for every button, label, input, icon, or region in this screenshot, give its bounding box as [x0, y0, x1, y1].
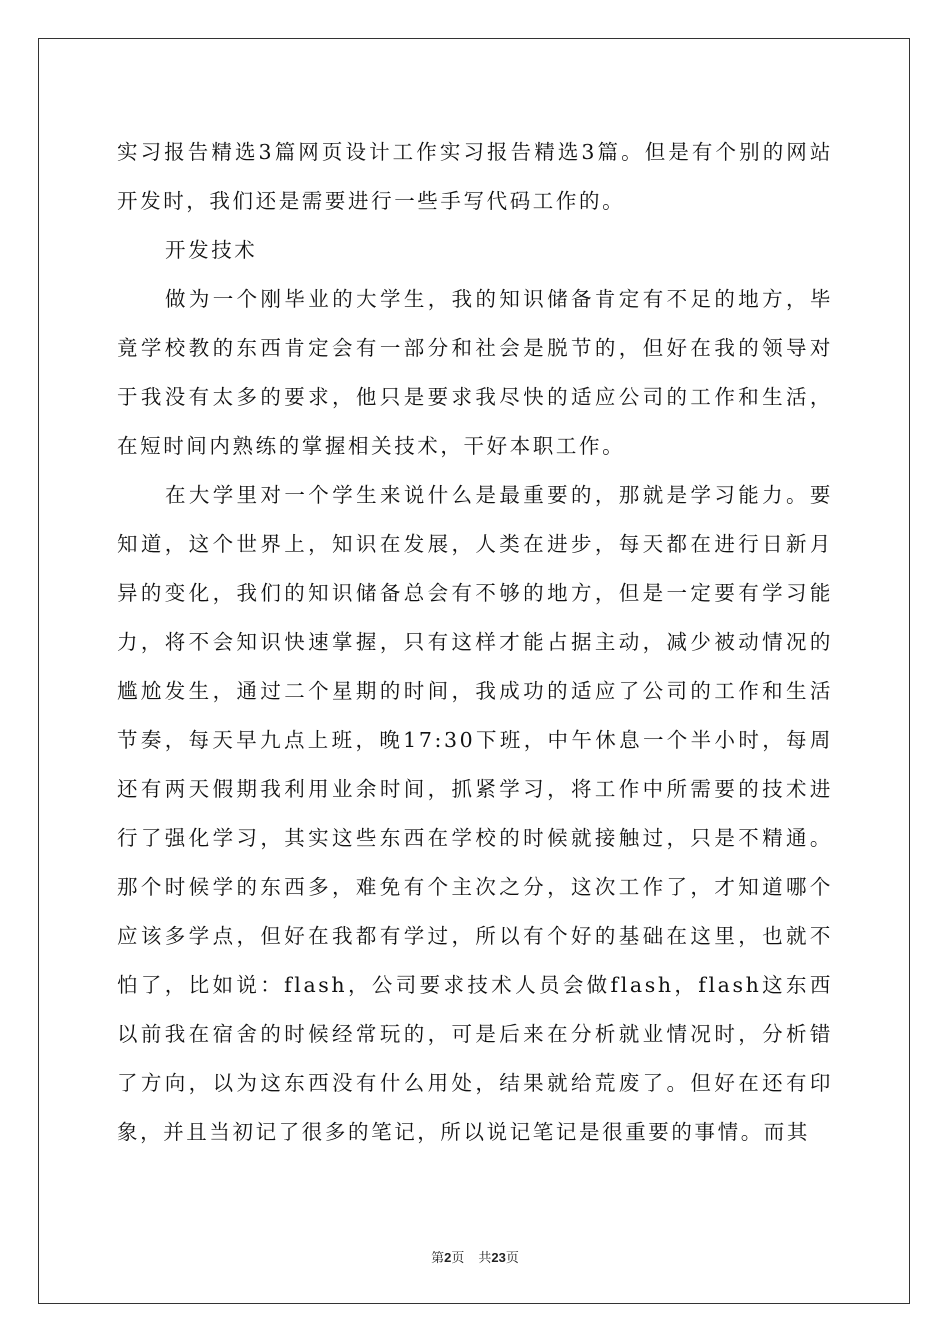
paragraph-graduate: 做为一个刚毕业的大学生，我的知识储备肯定有不足的地方，毕竟学校教的东西肯定会有一部分和社会是脱节的，但好在我的领导对于我没有太多的要求，他只是要求我尽快的适应公司的工作和生活，在短时间内熟练的掌握相关技术，干好本职工作。 [117, 287, 833, 458]
document-body [117, 128, 833, 1157]
footer-total-number: 23 [491, 1250, 506, 1265]
footer-page-number: 2 [444, 1250, 452, 1265]
footer-page-prefix: 第 [431, 1251, 445, 1266]
footer-total-suffix: 页 [505, 1251, 519, 1266]
page-footer [0, 1247, 950, 1266]
footer-page-suffix: 页 [451, 1251, 465, 1266]
footer-total-prefix: 共 [478, 1251, 492, 1266]
paragraph-intro: 实习报告精选3篇网页设计工作实习报告精选3篇。但是有个别的网站开发时，我们还是需要进行一些手写代码工作的。 [117, 140, 833, 213]
paragraph-learning-ability: 在大学里对一个学生来说什么是最重要的，那就是学习能力。要知道，这个世界上，知识在发展，人类在进步，每天都在进行日新月异的变化，我们的知识储备总会有不够的地方，但是一定要有学习能力，将不会知识快速掌握，只有这样才能占据主动，减少被动情况的尴尬发生，通过二个星期的时间，我成功的适应了公司的工作和生活节奏，每天早九点上班，晚17:30下班，中午休息一个半小时，每周还有两天假期我利用业余时间，抓紧学习，将工作中所需要的技术进行了强化学习，其实这些东西在学校的时候就接触过，只是不精通。那个时候学的东西多，难免有个主次之分，这次工作了，才知道哪个应该多学点，但好在我都有学过，所以有个好的基础在这里，也就不怕了，比如说：flash，公司要求技术人员会做flash，flash这东西以前我在宿舍的时候经常玩的，可是后来在分析就业情况时，分析错了方向，以为这东西没有什么用处，结果就给荒废了。但好在还有印象，并且当初记了很多的笔记，所以说记笔记是很重要的事情。而其 [117, 483, 833, 1144]
section-heading-dev-tech: 开发技术 [165, 238, 258, 262]
